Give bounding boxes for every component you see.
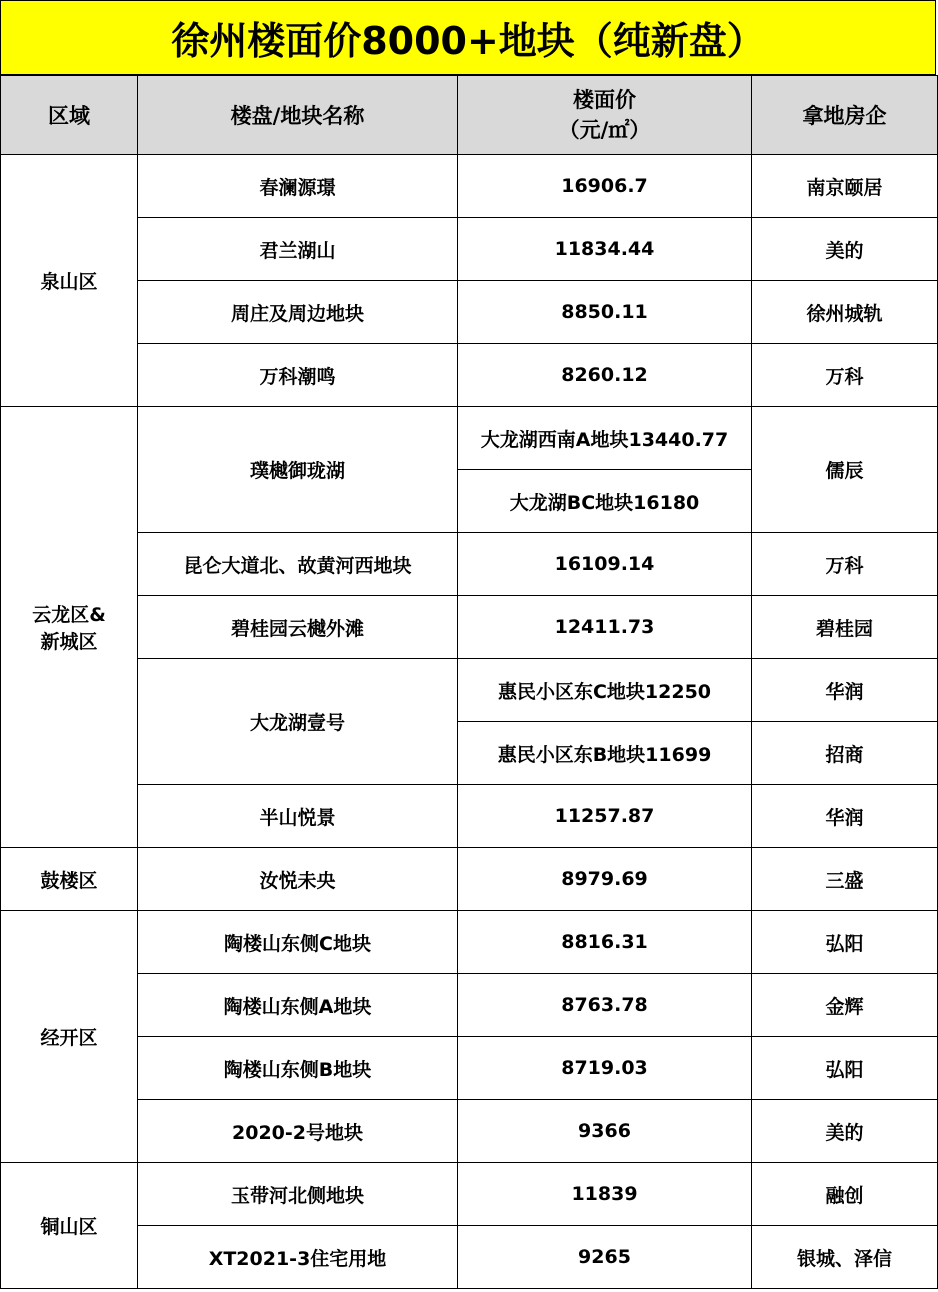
price-cell: 8816.31 [458, 911, 752, 974]
land-price-table [0, 75, 938, 1289]
table-row [1, 407, 938, 470]
project-cell: 君兰湖山 [138, 218, 458, 281]
table-row [1, 155, 938, 218]
project-cell: 陶楼山东侧B地块 [138, 1037, 458, 1100]
district-cell: 云龙区&新城区 [1, 407, 138, 848]
price-cell: 8260.12 [458, 344, 752, 407]
developer-cell: 万科 [752, 344, 938, 407]
developer-cell: 融创 [752, 1163, 938, 1226]
developer-cell: 三盛 [752, 848, 938, 911]
price-cell: 9265 [458, 1226, 752, 1289]
district-cell: 铜山区 [1, 1163, 138, 1289]
table-row [1, 281, 938, 344]
table-row [1, 659, 938, 722]
header-price-unit: （元/㎡） [558, 118, 651, 142]
price-cell: 惠民小区东C地块12250 [458, 659, 752, 722]
header-row [1, 76, 938, 155]
price-cell: 11839 [458, 1163, 752, 1226]
developer-cell: 美的 [752, 218, 938, 281]
developer-cell: 万科 [752, 533, 938, 596]
header-price [458, 76, 752, 155]
header-developer: 拿地房企 [752, 76, 938, 155]
project-cell: 周庄及周边地块 [138, 281, 458, 344]
project-cell: 碧桂园云樾外滩 [138, 596, 458, 659]
price-cell: 8979.69 [458, 848, 752, 911]
price-cell: 11834.44 [458, 218, 752, 281]
developer-cell: 招商 [752, 722, 938, 785]
district-cell: 泉山区 [1, 155, 138, 407]
price-cell: 11257.87 [458, 785, 752, 848]
header-project: 楼盘/地块名称 [138, 76, 458, 155]
project-cell: 2020-2号地块 [138, 1100, 458, 1163]
table-row [1, 596, 938, 659]
price-cell: 大龙湖西南A地块13440.77 [458, 407, 752, 470]
header-district: 区域 [1, 76, 138, 155]
developer-cell: 华润 [752, 785, 938, 848]
project-cell: 半山悦景 [138, 785, 458, 848]
table-row [1, 974, 938, 1037]
district-cell: 鼓楼区 [1, 848, 138, 911]
table-row [1, 344, 938, 407]
project-cell: 汝悦未央 [138, 848, 458, 911]
table-row [1, 218, 938, 281]
price-cell: 8719.03 [458, 1037, 752, 1100]
district-cell: 经开区 [1, 911, 138, 1163]
developer-cell: 弘阳 [752, 911, 938, 974]
developer-cell: 美的 [752, 1100, 938, 1163]
table-row [1, 911, 938, 974]
project-cell: 春澜源璟 [138, 155, 458, 218]
price-cell: 9366 [458, 1100, 752, 1163]
price-cell: 12411.73 [458, 596, 752, 659]
project-cell: 玉带河北侧地块 [138, 1163, 458, 1226]
table-row [1, 1100, 938, 1163]
developer-cell: 弘阳 [752, 1037, 938, 1100]
table-row [1, 533, 938, 596]
price-cell: 惠民小区东B地块11699 [458, 722, 752, 785]
header-price-label: 楼面价 [573, 88, 636, 112]
page-title: 徐州楼面价8000+地块（纯新盘） [0, 0, 936, 75]
table-row [1, 1037, 938, 1100]
price-cell: 8763.78 [458, 974, 752, 1037]
developer-cell: 金辉 [752, 974, 938, 1037]
price-cell: 大龙湖BC地块16180 [458, 470, 752, 533]
project-cell: XT2021-3住宅用地 [138, 1226, 458, 1289]
project-cell: 万科潮鸣 [138, 344, 458, 407]
table-row [1, 785, 938, 848]
table-row [1, 1226, 938, 1289]
developer-cell: 华润 [752, 659, 938, 722]
price-cell: 16109.14 [458, 533, 752, 596]
developer-cell: 银城、泽信 [752, 1226, 938, 1289]
developer-cell: 南京颐居 [752, 155, 938, 218]
project-cell: 大龙湖壹号 [138, 659, 458, 785]
developer-cell: 碧桂园 [752, 596, 938, 659]
project-cell: 昆仑大道北、故黄河西地块 [138, 533, 458, 596]
price-cell: 8850.11 [458, 281, 752, 344]
developer-cell: 儒辰 [752, 407, 938, 533]
table-row [1, 1163, 938, 1226]
price-cell: 16906.7 [458, 155, 752, 218]
project-cell: 陶楼山东侧C地块 [138, 911, 458, 974]
project-cell: 陶楼山东侧A地块 [138, 974, 458, 1037]
developer-cell: 徐州城轨 [752, 281, 938, 344]
project-cell: 璞樾御珑湖 [138, 407, 458, 533]
table-row [1, 848, 938, 911]
